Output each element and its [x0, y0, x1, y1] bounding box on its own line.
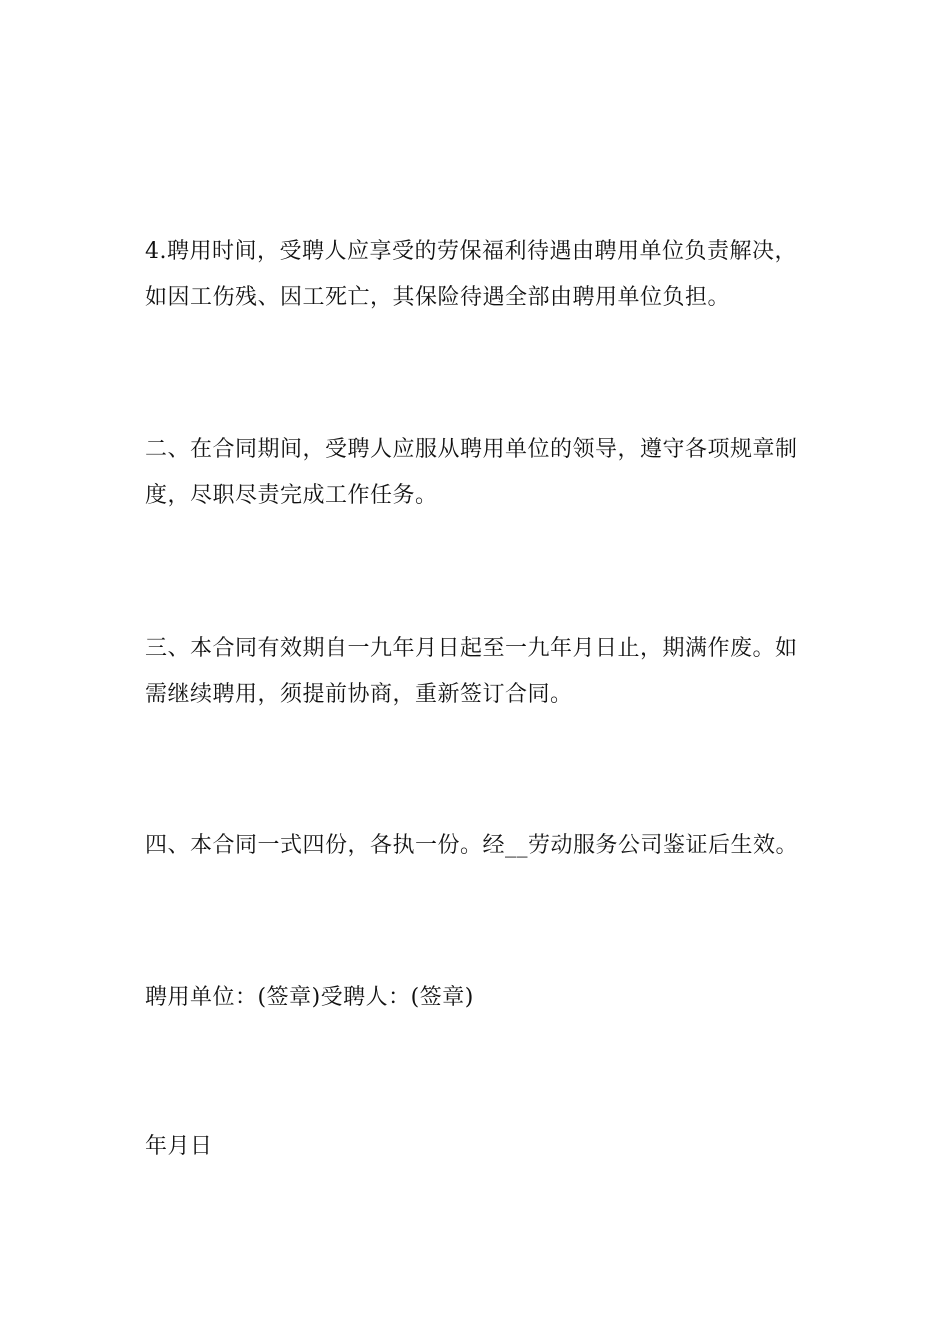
date-line [145, 1124, 815, 1170]
section-2-line-1: 二、在合同期间，受聘人应服从聘用单位的领导，遵守各项规章制 [145, 437, 798, 462]
section-3-line-2: 需继续聘用，须提前协商，重新签订合同。 [145, 682, 573, 707]
clause-4-paragraph [145, 229, 815, 321]
signature-line [145, 975, 815, 1021]
section-3-line-1: 三、本合同有效期自一九年月日起至一九年月日止，期满作废。如 [145, 636, 798, 661]
section-2-line-2: 度，尽职尽责完成工作任务。 [145, 483, 438, 508]
signature-text: 聘用单位：(签章)受聘人：(签章) [145, 985, 474, 1010]
section-4-line-1: 四、本合同一式四份，各执一份。经__劳动服务公司鉴证后生效。 [145, 833, 799, 858]
section-2-paragraph [145, 427, 815, 519]
clause-4-line-1: 4.聘用时间，受聘人应享受的劳保福利待遇由聘用单位负责解决， [145, 239, 797, 264]
section-4-paragraph [145, 823, 815, 869]
clause-4-line-2: 如因工伤残、因工死亡，其保险待遇全部由聘用单位负担。 [145, 285, 731, 310]
date-text: 年月日 [145, 1134, 213, 1159]
section-3-paragraph [145, 626, 815, 718]
